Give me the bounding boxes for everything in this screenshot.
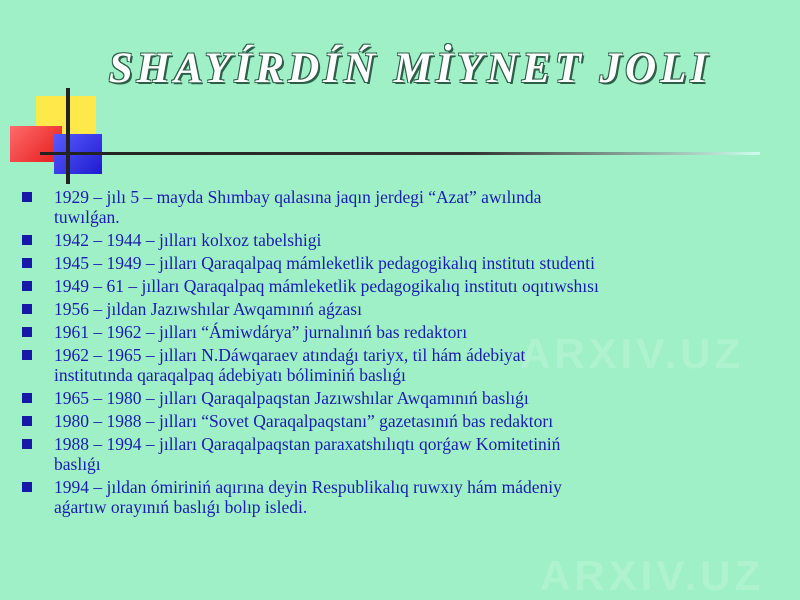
square-bullet-icon xyxy=(22,482,32,492)
list-item xyxy=(20,253,790,273)
item-line2: institutında qaraqalpaq ádebiyatı bóliminiń baslıǵı xyxy=(54,365,406,385)
item-line2: tuwılǵan. xyxy=(54,207,120,227)
item-line1: 1956 – jıldan Jazıwshılar Awqamınıń aǵzası xyxy=(54,299,362,319)
item-line1: 1929 – jılı 5 – mayda Shımbay qalasına jaqın jerdegi “Azat” awılında xyxy=(54,187,542,207)
decor-vertical-line xyxy=(66,88,70,184)
list-item xyxy=(20,276,790,296)
item-line1: 1942 – 1944 – jılları kolxoz tabelshigi xyxy=(54,230,322,250)
item-line1: 1994 – jıldan ómiriniń aqırına deyin Respublikalıq ruwxıy hám mádeniy xyxy=(54,477,562,497)
list-item xyxy=(20,299,790,319)
square-bullet-icon xyxy=(22,281,32,291)
square-bullet-icon xyxy=(22,439,32,449)
square-bullet-icon xyxy=(22,192,32,202)
list-item xyxy=(20,230,790,250)
item-line1: 1965 – 1980 – jılları Qaraqalpaqstan Jazıwshılar Awqamınıń baslıǵı xyxy=(54,388,529,408)
square-bullet-icon xyxy=(22,258,32,268)
item-line1: 1945 – 1949 – jılları Qaraqalpaq mámleketlik pedagogikalıq institutı studenti xyxy=(54,253,595,273)
list-item xyxy=(20,388,790,408)
item-line1: 1949 – 61 – jılları Qaraqalpaq mámleketlik pedagogikalıq institutı oqıtıwshısı xyxy=(54,276,599,296)
square-bullet-icon xyxy=(22,350,32,360)
item-line1: 1961 – 1962 – jılları “Ámiwdárya” jurnalınıń bas redaktorı xyxy=(54,322,468,342)
title-underline xyxy=(40,152,760,155)
square-bullet-icon xyxy=(22,327,32,337)
list-item xyxy=(20,187,790,227)
square-bullet-icon xyxy=(22,304,32,314)
list-item xyxy=(20,434,790,474)
item-line1: 1988 – 1994 – jılları Qaraqalpaqstan paraxatshılıqtı qorǵaw Komitetiniń xyxy=(54,434,561,454)
item-line2: aǵartıw orayınıń baslıǵı bolıp isledi. xyxy=(54,497,308,517)
square-bullet-icon xyxy=(22,416,32,426)
item-line1: 1980 – 1988 – jılları “Sovet Qaraqalpaqstanı” gazetasınıń bas redaktorı xyxy=(54,411,554,431)
list-item xyxy=(20,477,790,517)
slide-title: SHAYÍRDÍŃ MİYNET JOLI xyxy=(108,45,712,92)
watermark: ARXIV.UZ xyxy=(520,330,745,377)
square-bullet-icon xyxy=(22,235,32,245)
watermark: ARXIV.UZ xyxy=(540,552,765,599)
square-bullet-icon xyxy=(22,393,32,403)
item-line2: baslıǵı xyxy=(54,454,101,474)
list-item xyxy=(20,411,790,431)
item-line1: 1962 – 1965 – jılları N.Dáwqaraev atındaǵı tariyx, til hám ádebiyat xyxy=(54,345,526,365)
